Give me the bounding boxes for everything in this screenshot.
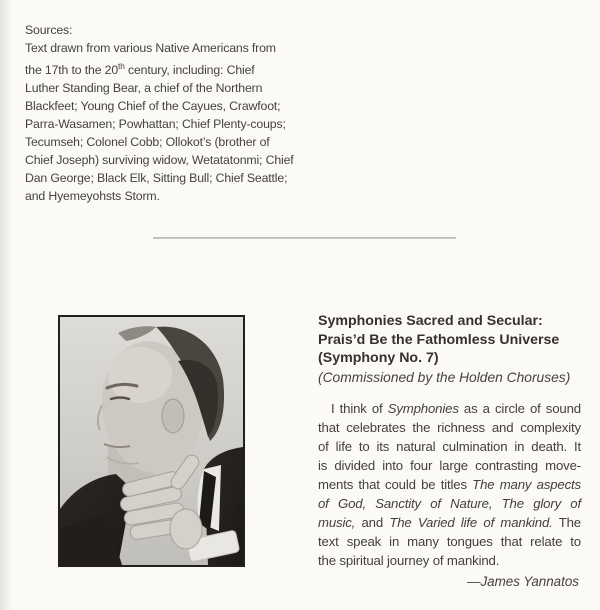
article-subtitle: (Commissioned by the Holden Choruses) xyxy=(318,369,571,385)
article-title: Symphonies Sacred and Secular: Prais’d Be the Fathomless Universe (Symphony No. 7) xyxy=(318,313,560,366)
section-divider xyxy=(153,237,456,239)
article-paragraph: I think of Symphonies as a circle of sound that celebrates the richness and complexity of life to its natural culmination in death. It is divided into four large contrasting move- ments that could be titles The many aspects of God, Sanctity of Nature, The glory of music, and The Varied life of mankind. The text speak in many tongues that relate to the spiritual journey of mankind. xyxy=(318,400,581,568)
article xyxy=(318,312,581,591)
portrait-illustration xyxy=(60,317,243,565)
sources-text: Sources: Text drawn from various Native Americans from the 17th to the 20th century, including: Chief Luther Standing Bear, a chief of the Northern Blackfeet; Young Chief of the Cayues, Crawfoot; Parra-Wasamen; Powhattan; Chief Plenty-coups; Tecumseh; Colonel Cobb; Ollokot’s (brother of Chief Joseph) surviving widow, Wetatatonmi; Chief Dan George; Black Elk, Sitting Bull; Chief Seattle; and Hyemeyohsts Storm. xyxy=(25,23,294,204)
article-attribution: —James Yannatos xyxy=(467,573,579,589)
portrait-photo xyxy=(58,315,245,567)
